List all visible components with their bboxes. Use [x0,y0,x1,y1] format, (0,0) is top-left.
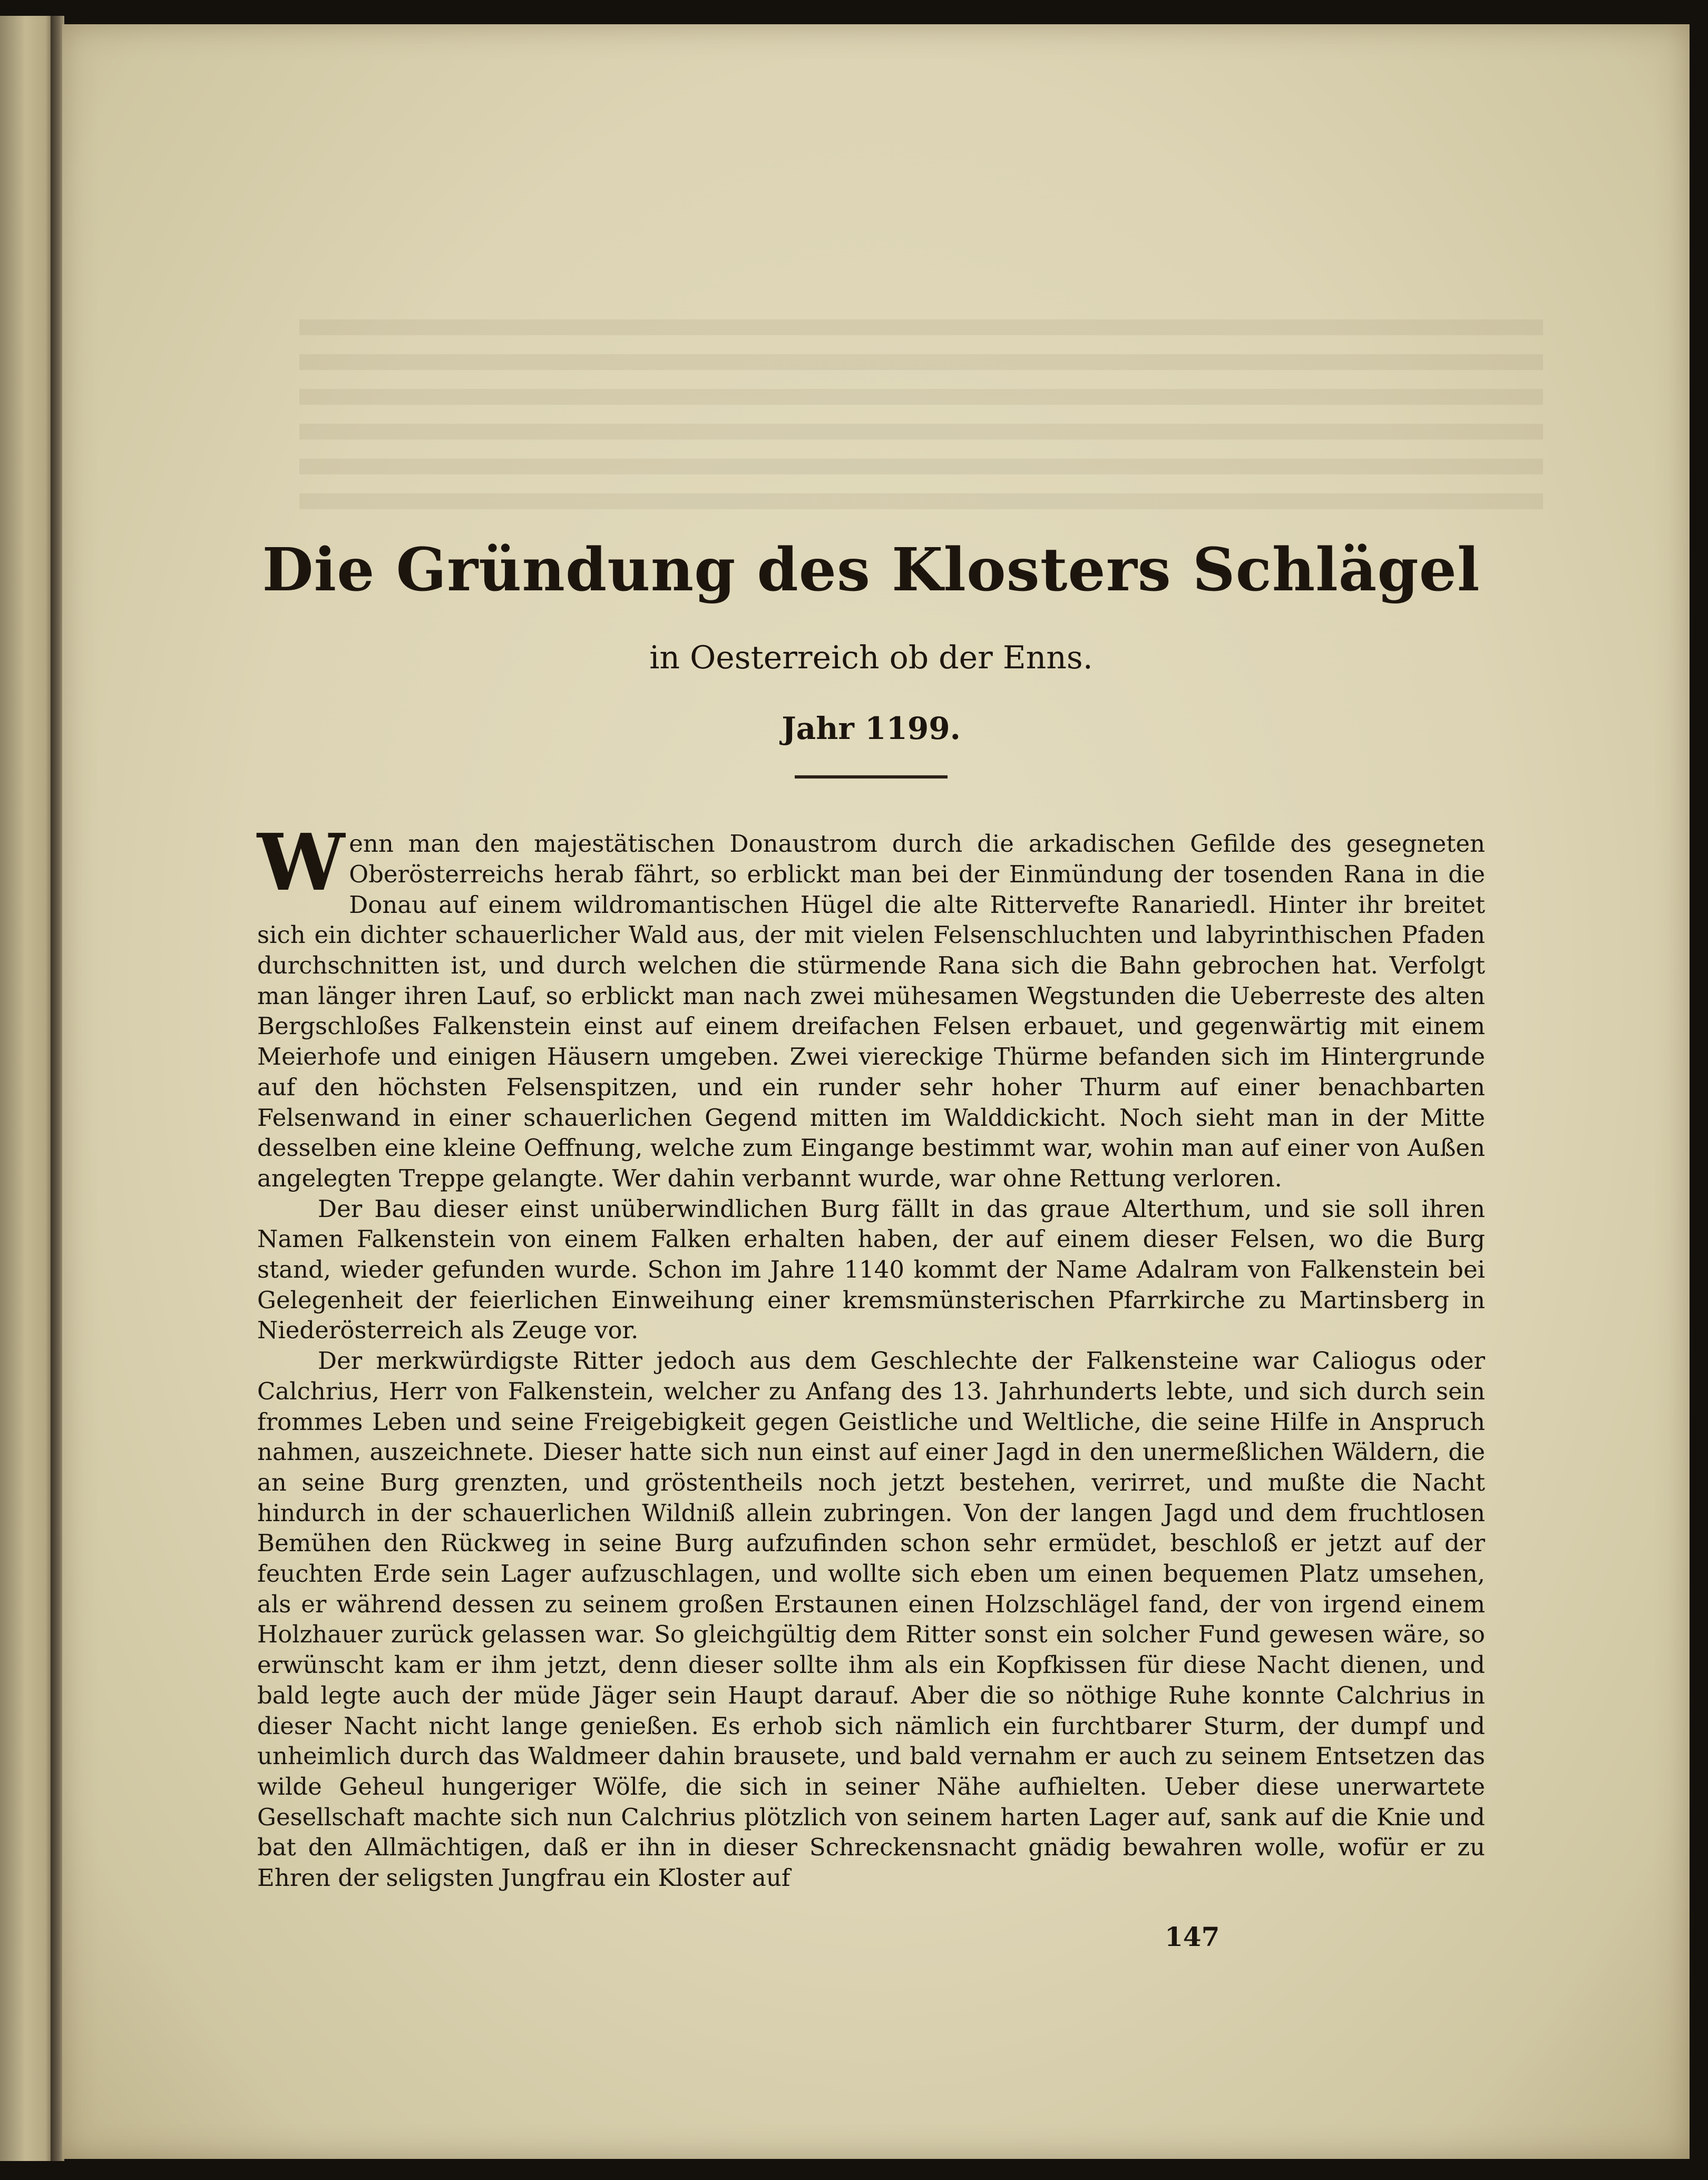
title-rule [795,775,948,778]
chapter-subtitle: in Oesterreich ob der Enns. [649,639,1093,677]
chapter-title: Die Gründung des Klosters Schlägel [262,536,1480,605]
page-content [257,538,1485,1893]
chapter-year: Jahr 1199. [782,711,961,747]
drop-cap: W [257,816,345,909]
facing-page-edge [0,16,57,2161]
show-through-text [299,319,1543,520]
page-number: 147 [1165,1921,1220,1952]
paragraph-2: Der Bau dieser einst unüberwindlichen Burg fällt in das graue Alterthum, und sie soll ihren Namen Falkenstein von einem Falken erhalten haben, der auf einem dieser Felsen, wo die Burg stand, wieder gefunden wurde. Schon im Jahre 1140 kommt der Name Adalram von Falkenstein bei Gelegenheit der feierlichen Einweihung einer kremsmünsterischen Pfarrkirche zu Martinsberg in Niederösterreich als Zeuge vor. [257,1194,1485,1345]
paragraph-1 [257,816,1485,1193]
paragraph-3: Der merkwürdigste Ritter jedoch aus dem Geschlechte der Falkensteine war Caliogus oder Calchrius, Herr von Falkenstein, welcher zu Anfang des 13. Jahrhunderts lebte, und sich durch sein frommes Leben und seine Freigebigkeit gegen Geistliche und Weltliche, die seine Hilfe in Anspruch nahmen, auszeichnete. Dieser hatte sich nun einst auf einer Jagd in den unermeßlichen Wäldern, die an seine Burg grenzten, und gröstentheils noch jetzt bestehen, verirret, und mußte die Nacht hindurch in der schauerlichen Wildniß allein zubringen. Von der langen Jagd und dem fruchtlosen Bemühen den Rückweg in seine Burg aufzufinden schon sehr ermüdet, beschloß er jetzt auf der feuchten Erde sein Lager aufzuschlagen, und wollte sich eben um einen bequemen Platz umsehen, als er während dessen zu seinem großen Erstaunen einen Holzschlägel fand, der von irgend einem Holzhauer zurück gelassen war. So gleichgültig dem Ritter sonst ein solcher Fund gewesen wäre, so erwünscht kam er ihm jetzt, denn dieser sollte ihm als ein Kopfkissen für diese Nacht dienen, und bald legte auch der müde Jäger sein Haupt darauf. Aber die so nöthige Ruhe konnte Calchrius in dieser Nacht nicht lange genießen. Es erhob sich nämlich ein furchtbarer Sturm, der dumpf und unheimlich durch das Waldmeer dahin brausete, und bald vernahm er auch zu seinem Entsetzen das wilde Geheul hungeriger Wölfe, die sich in seiner Nähe aufhielten. Ueber diese unerwartete Gesellschaft machte sich nun Calchrius plötzlich von seinem harten Lager auf, sank auf die Knie und bat den Allmächtigen, daß er ihn in dieser Schreckensnacht gnädig bewahren wolle, wofür er zu Ehren der seligsten Jungfrau ein Kloster auf [257,1347,1485,1892]
paragraph-1-text: enn man den majestätischen Donaustrom durch die arkadischen Gefilde des gesegneten Oberösterreichs herab fährt, so erblickt man bei der Einmündung der tosenden Rana in die Donau auf einem wildromantischen Hügel die alte Rittervefte Ranariedl. Hinter ihr breitet sich ein dichter schauerlicher Wald aus, der mit vielen Felsenschluchten und labyrinthischen Pfaden durchschnitten ist, und durch welchen die stürmende Rana sich die Bahn gebrochen hat. Verfolgt man länger ihren Lauf, so erblickt man nach zwei mühesamen Wegstunden die Ueberreste des alten Bergschloßes Falkenstein einst auf einem dreifachen Felsen erbauet, und gegenwärtig mit einem Meierhofe und einigen Häusern umgeben. Zwei viereckige Thürme befanden sich im Hintergrunde auf den höchsten Felsenspitzen, und ein runder sehr hoher Thurm auf einer benachbarten Felsenwand in einer schauerlichen Gegend mitten im Walddickicht. Noch sieht man in der Mitte desselben eine kleine Oeffnung, welche zum Eingange bestimmt war, wohin man auf einer von Außen angelegten Treppe gelangte. Wer dahin verbannt wurde, war ohne Rettung verloren. [257,830,1485,1192]
